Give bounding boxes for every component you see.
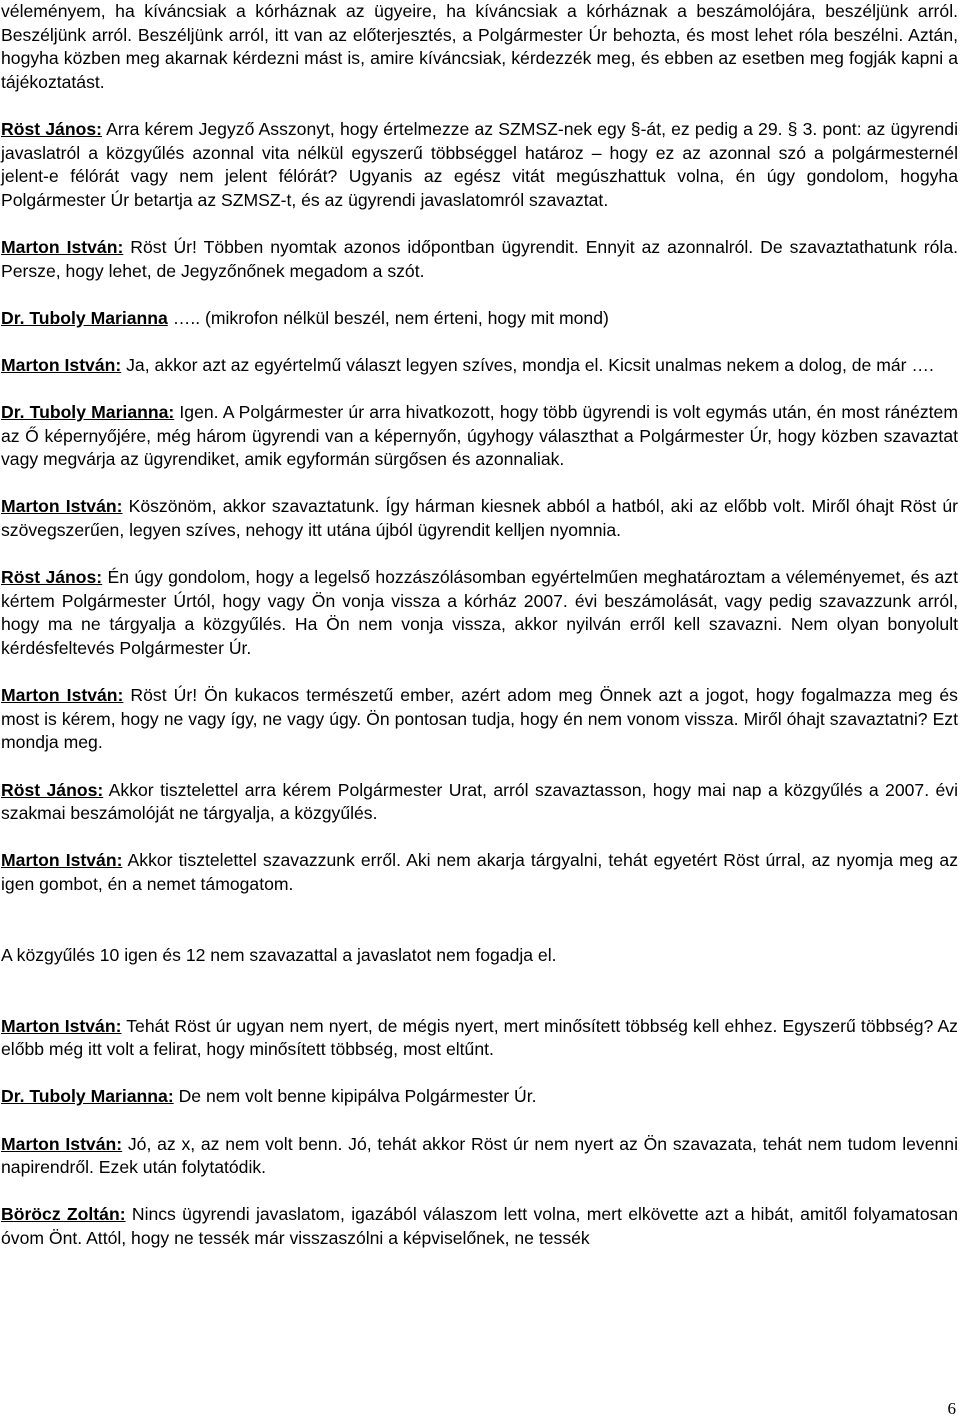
paragraph-text: De nem volt benne kipipálva Polgármester Úr. (173, 1086, 537, 1107)
paragraph (1, 118, 958, 212)
paragraph (1, 1015, 958, 1062)
speaker-name: Dr. Tuboly Marianna: (1, 1086, 174, 1107)
page-number: 6 (947, 1399, 956, 1418)
speaker-name: Röst János: (1, 118, 102, 139)
speaker-name: Marton István: (1, 1133, 123, 1154)
page-body (1, 0, 958, 1274)
paragraph (1, 236, 958, 283)
paragraph (1, 354, 958, 378)
paragraph (1, 307, 958, 331)
paragraph (1, 779, 958, 826)
paragraph-text: Arra kérem Jegyző Asszonyt, hogy értelmezze az SZMSZ-nek egy §-át, ez pedig a 29. § 3. pont: az ügyrendi javaslatról a közgyűlés azonnal vita nélkül egyszerű többséggel határoz – hogy ez az azonnal szó a polgármesternél jelent-e félórát vagy nem jelent félórát? Ugyanis az egész vitát megúszhattuk volna, én úgy gondolom, hogyha Polgármester Úr betartja az SZMSZ-t, és az ügyrendi javaslatomról szavaztat. (1, 118, 958, 210)
paragraph-text: Röst Úr! Ön kukacos természetű ember, azért adom meg Önnek azt a jogot, hogy fogalmazza meg és most is kérem, hogy ne vagy így, ne vagy úgy. Ön pontosan tudja, hogy én nem vonom vissza. Miről óhajt szavaztatni? Ezt mondja meg. (1, 685, 958, 753)
paragraph (1, 401, 958, 472)
speaker-name: Dr. Tuboly Marianna: (1, 402, 175, 423)
paragraph (1, 849, 958, 896)
paragraph-text: véleményem, ha kíváncsiak a kórháznak az ügyeire, ha kíváncsiak a kórháznak a beszámolójára, beszéljünk arról. Beszéljünk arról. Beszéljünk arról, itt van az előterjesztés, a Polgármester Úr behozta, és most lehet róla beszélni. Aztán, hogyha közben meg akarnak kérdezni mást is, amire kíváncsiak, kérdezzék meg, és ebben az esetben meg fogják kapni a tájékoztatást. (1, 1, 958, 92)
paragraph-text: Én úgy gondolom, hogy a legelső hozzászólásomban egyértelműen meghatároztam a véleményemet, és azt kértem Polgármester Úrtól, hogy vagy Ön vonja vissza a kórház 2007. évi beszámolását, vagy pedig szavazzunk arról, hogy ma ne tárgyalja a közgyűlés. Ha Ön nem vonja vissza, akkor nyilván erről kell szavazni. Nem olyan bonyolult kérdésfeltevés Polgármester Úr. (1, 567, 958, 659)
speaker-name: Marton István: (1, 685, 124, 706)
speaker-name: Marton István: (1, 496, 123, 517)
paragraph-text: Igen. A Polgármester úr arra hivatkozott, hogy több ügyrendi is volt egymás után, én most ránéztem az Ő képernyőjére, még három ügyrendi van a képernyőn, úgyhogy választhat a Polgármester Úr, hogy közben szavaztat vagy megvárja az ügyrendiket, amik egyformán sürgősen és azonnaliak. (1, 402, 958, 470)
speaker-name: Böröcz Zoltán: (1, 1204, 126, 1225)
paragraph (1, 0, 958, 94)
paragraph-text: ….. (mikrofon nélkül beszél, nem érteni, hogy mit mond) (167, 307, 609, 328)
paragraph-text: A közgyűlés 10 igen és 12 nem szavazattal a javaslatot nem fogadja el. (1, 944, 557, 965)
paragraph-text: Röst Úr! Többen nyomtak azonos időpontban ügyrendit. Ennyit az azonnalról. De szavaztathatunk róla. Persze, hogy lehet, de Jegyzőnőnek megadom a szót. (1, 236, 958, 281)
speaker-name: Marton István: (1, 850, 123, 871)
paragraph-text: Ja, akkor azt az egyértelmű választ legyen szíves, mondja el. Kicsit unalmas nekem a dolog, de már …. (121, 354, 934, 375)
speaker-name: Dr. Tuboly Marianna (1, 307, 168, 328)
paragraph-text: Tehát Röst úr ugyan nem nyert, de mégis nyert, mert minősített többség kell ehhez. Egyszerű többség? Az előbb még itt volt a felirat, hogy minősített többség, most eltűnt. (1, 1015, 958, 1060)
speaker-name: Marton István: (1, 1015, 122, 1036)
paragraph (1, 566, 958, 660)
paragraph (1, 1203, 958, 1250)
paragraph (1, 495, 958, 542)
speaker-name: Röst János: (1, 567, 103, 588)
paragraph-text: Jó, az x, az nem volt benn. Jó, tehát akkor Röst úr nem nyert az Ön szavazata, tehát nem tudom levenni napirendről. Ezek után folytatódik. (1, 1133, 958, 1178)
speaker-name: Marton István: (1, 354, 122, 375)
speaker-name: Röst János: (1, 779, 104, 800)
vote-result (1, 944, 958, 968)
speaker-name: Marton István: (1, 236, 124, 257)
paragraph (1, 1085, 958, 1109)
paragraph-text: Akkor tisztelettel szavazzunk erről. Aki nem akarja tárgyalni, tehát egyetért Röst úrral, az nyomja meg az igen gombot, én a nemet támogatom. (1, 850, 958, 894)
paragraph (1, 684, 958, 755)
paragraph (1, 1133, 958, 1180)
paragraph-text: Nincs ügyrendi javaslatom, igazából válaszom lett volna, mert elkövette azt a hibát, amitől folyamatosan óvom Önt. Attól, hogy ne tessék már visszaszólni a képviselőnek, ne tessék (1, 1204, 958, 1248)
paragraph-text: Akkor tisztelettel arra kérem Polgármester Urat, arról szavaztasson, hogy mai nap a közgyűlés a 2007. évi szakmai beszámolóját ne tárgyalja, a közgyűlés. (1, 779, 958, 824)
paragraph-text: Köszönöm, akkor szavaztatunk. Így hárman kiesnek abból a hatból, aki az előbb volt. Miről óhajt Röst úr szövegszerűen, legyen szíves, nehogy itt utána újból ügyrendit kelljen nyomnia. (1, 496, 958, 541)
